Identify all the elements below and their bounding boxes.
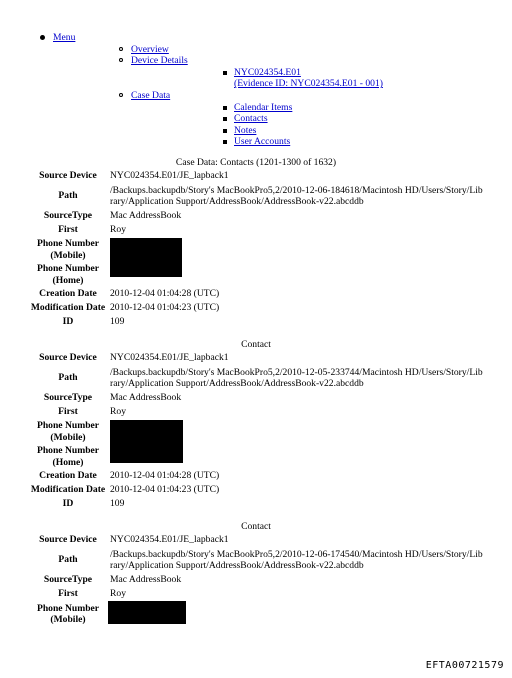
evidence-id: (Evidence ID: NYC024354.E01 - 001) xyxy=(234,78,383,90)
id-value: 109 xyxy=(110,498,125,510)
id-label: ID xyxy=(62,316,74,328)
table-row xyxy=(28,547,486,573)
menu-item xyxy=(0,32,512,148)
table-row xyxy=(28,573,486,587)
table-row xyxy=(28,287,486,301)
source-device-value: NYC024354.E01/JE_lapback1 xyxy=(110,534,229,546)
table-row xyxy=(28,223,486,237)
contacts-link[interactable]: Contacts xyxy=(234,113,268,125)
contact-record-table xyxy=(28,351,486,511)
creation-date-value: 2010-12-04 01:04:28 (UTC) xyxy=(110,470,220,482)
square-bullet-icon xyxy=(223,140,227,144)
source-type-value: Mac AddressBook xyxy=(110,574,182,586)
table-row xyxy=(28,315,486,329)
menu-link[interactable]: Menu xyxy=(53,32,76,43)
table-row xyxy=(28,183,486,209)
navigation-menu xyxy=(0,32,512,148)
document-id-stamp: EFTA00721579 xyxy=(425,660,504,671)
source-device-value: NYC024354.E01/JE_lapback1 xyxy=(110,170,229,182)
circle-bullet-icon xyxy=(119,58,123,62)
id-value: 109 xyxy=(110,316,125,328)
overview-link[interactable]: Overview xyxy=(131,43,169,55)
phone-home-label: Phone Number (Home) xyxy=(36,445,100,468)
path-value: /Backups.backupdb/Story's MacBookPro5,2/2010-12-06-174540/Macintosh HD/Users/Story/Library/Application Support/AddressBook/AddressBook-v22.abcddb xyxy=(110,548,483,571)
redaction-block xyxy=(108,601,186,624)
device-details-link[interactable]: Device Details xyxy=(131,55,188,67)
first-label: First xyxy=(58,588,78,600)
creation-date-label: Creation Date xyxy=(39,288,97,300)
table-row xyxy=(28,587,486,601)
source-device-label: Source Device xyxy=(39,352,97,364)
table-row xyxy=(28,405,486,419)
source-type-value: Mac AddressBook xyxy=(110,210,182,222)
modification-date-label: Modification Date xyxy=(30,484,106,496)
source-type-label: SourceType xyxy=(43,210,93,222)
record-caption: Contact xyxy=(241,521,271,532)
source-device-value: NYC024354.E01/JE_lapback1 xyxy=(110,352,229,364)
source-type-value: Mac AddressBook xyxy=(110,392,182,404)
phone-mobile-label: Phone Number (Mobile) xyxy=(36,420,100,443)
first-value: Roy xyxy=(110,406,126,418)
case-item-user-accounts xyxy=(131,136,512,148)
source-type-label: SourceType xyxy=(43,574,93,586)
path-label: Path xyxy=(58,190,78,202)
path-value: /Backups.backupdb/Story's MacBookPro5,2/2010-12-05-233744/Macintosh HD/Users/Story/Library/Application Support/AddressBook/AddressBook-v22.abcddb xyxy=(110,366,483,389)
path-value: /Backups.backupdb/Story's MacBookPro5,2/2010-12-06-184618/Macintosh HD/Users/Story/Library/Application Support/AddressBook/AddressBook-v22.abcddb xyxy=(110,184,483,207)
id-label: ID xyxy=(62,498,74,510)
modification-date-value: 2010-12-04 01:04:23 (UTC) xyxy=(110,484,220,496)
modification-date-value: 2010-12-04 01:04:23 (UTC) xyxy=(110,302,220,314)
contact-record-table xyxy=(28,169,486,329)
record-caption: Contact xyxy=(241,339,271,350)
creation-date-label: Creation Date xyxy=(39,470,97,482)
table-row xyxy=(28,169,486,183)
table-row xyxy=(28,497,486,511)
case-item-notes xyxy=(131,125,512,137)
table-row xyxy=(28,391,486,405)
user-accounts-link[interactable]: User Accounts xyxy=(234,136,291,148)
device-details-item xyxy=(53,55,512,90)
case-data-link[interactable]: Case Data xyxy=(131,89,171,101)
table-row xyxy=(28,209,486,223)
phone-mobile-label: Phone Number (Mobile) xyxy=(36,238,100,261)
modification-date-label: Modification Date xyxy=(30,302,106,314)
device-link[interactable] xyxy=(234,67,383,90)
square-bullet-icon xyxy=(223,71,227,75)
notes-link[interactable]: Notes xyxy=(234,124,257,136)
device-id: NYC024354.E01 xyxy=(234,66,301,78)
first-value: Roy xyxy=(110,224,126,236)
case-item-contacts xyxy=(131,113,512,125)
redaction-block xyxy=(110,420,183,463)
device-item xyxy=(131,67,512,90)
phone-mobile-label: Phone Number (Mobile) xyxy=(36,602,100,626)
contact-record-table xyxy=(28,533,486,627)
table-row xyxy=(28,533,486,547)
table-row xyxy=(28,483,486,497)
phone-home-label: Phone Number (Home) xyxy=(36,263,100,286)
square-bullet-icon xyxy=(223,117,227,121)
creation-date-value: 2010-12-04 01:04:28 (UTC) xyxy=(110,288,220,300)
table-row xyxy=(28,469,486,483)
source-device-label: Source Device xyxy=(39,534,97,546)
table-row xyxy=(28,365,486,391)
path-label: Path xyxy=(58,372,78,384)
bullet-icon xyxy=(40,35,45,40)
table-row xyxy=(28,301,486,315)
calendar-items-link[interactable]: Calendar Items xyxy=(234,101,293,113)
source-type-label: SourceType xyxy=(43,392,93,404)
overview-item xyxy=(53,44,512,56)
square-bullet-icon xyxy=(223,106,227,110)
first-label: First xyxy=(58,224,78,236)
first-value: Roy xyxy=(110,588,126,600)
case-data-item xyxy=(53,90,512,148)
case-item-calendar xyxy=(131,102,512,114)
table-row xyxy=(28,351,486,365)
square-bullet-icon xyxy=(223,129,227,133)
source-device-label: Source Device xyxy=(39,170,97,182)
table-row xyxy=(28,419,486,444)
path-label: Path xyxy=(58,554,78,566)
circle-bullet-icon xyxy=(119,47,123,51)
redaction-block xyxy=(110,238,182,277)
table-row xyxy=(28,601,486,627)
circle-bullet-icon xyxy=(119,93,123,97)
table-row xyxy=(28,237,486,262)
first-label: First xyxy=(58,406,78,418)
record-caption: Case Data: Contacts (1201-1300 of 1632) xyxy=(175,157,337,168)
